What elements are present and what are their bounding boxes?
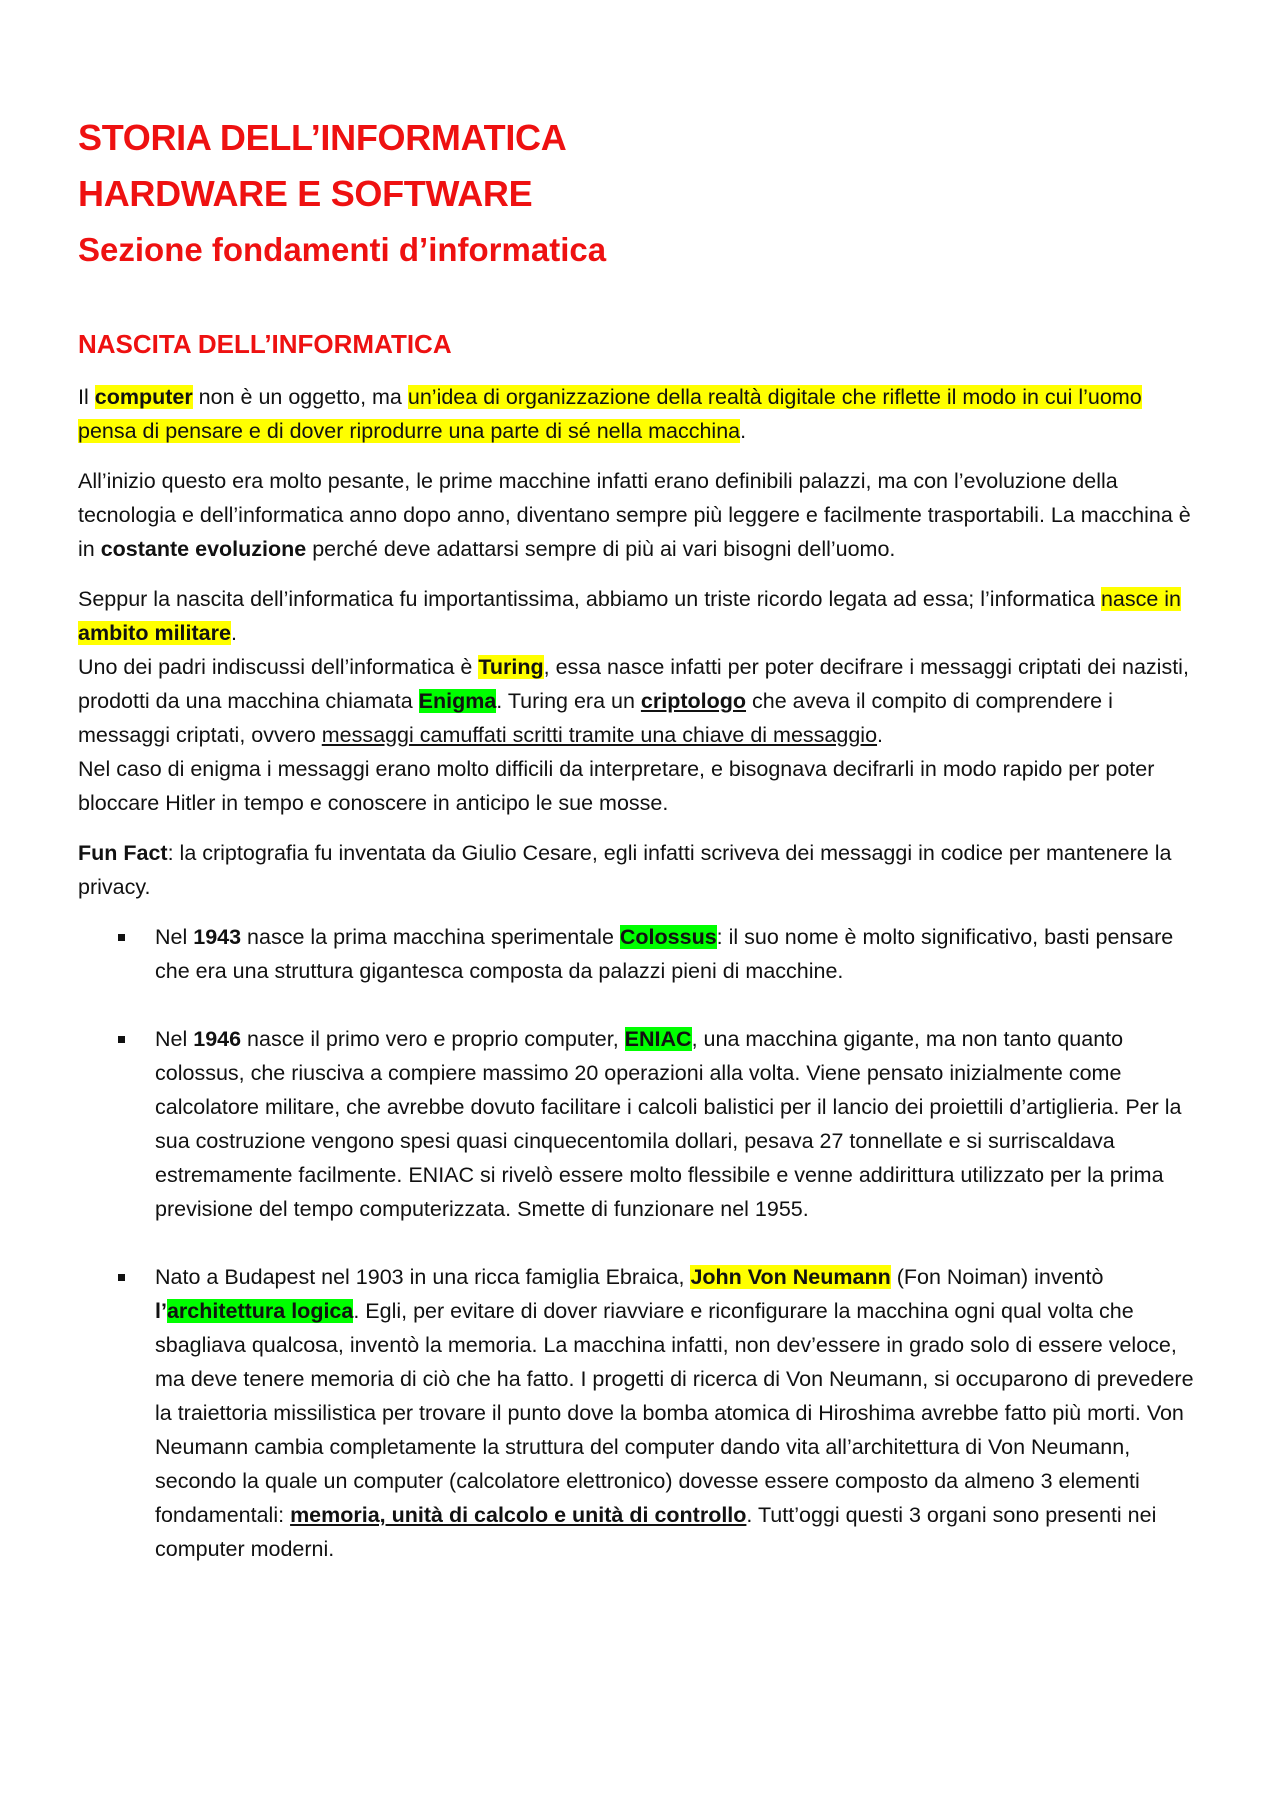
paragraph-computer-definition: Il computer non è un oggetto, ma un’idea di organizzazione della realtà digitale che riflette il modo in cui l’uomo pensa di pensare e di dover riprodurre una parte di sé nella macchina. — [78, 385, 1142, 443]
bold-constant-evolution: costante evoluzione — [100, 537, 307, 561]
highlight-von-neumann: John Von Neumann — [690, 1265, 891, 1289]
page-title-line2: HARDWARE E SOFTWARE — [78, 173, 533, 214]
highlight-definition: un’idea di organizzazione della realtà digitale che riflette il modo in cui l’uomo pensa di pensare e di dover riprodurre una parte di sé nella macchina — [78, 385, 1142, 443]
highlight-turing: Turing — [478, 655, 544, 679]
paragraph-military-origin: Seppur la nascita dell’informatica fu importantissima, abbiamo un triste ricordo legata ad essa; l’informatica nasce in ambito militare. Uno dei padri indiscussi dell’informatica è Turing, essa nasce infatti per poter decifrare i messaggi criptati dei nazisti, prodotti da una macchina chiamata Enigma. Turing era un criptologo che aveva il compito di comprendere i messaggi criptati, ovvero messaggi camuffati scritti tramite una chiave di messaggio. Nel caso di enigma i messaggi erano molto difficili da interpretare, e bisognava decifrarli in modo rapido per poter bloccare Hitler in tempo e conoscere in anticipo le sue mosse. — [78, 587, 1189, 815]
fun-fact-label: Fun Fact — [78, 841, 168, 865]
list-item-von-neumann: Nato a Budapest nel 1903 in una ricca famiglia Ebraica, John Von Neumann (Fon Noiman) inventò l’architettura logica. Egli, per evitare di dover riavviare e riconfigurare la macchina ogni qual volta che sbagliava qualcosa, inventò la memoria. La macchina infatti, non dev’essere in grado solo di essere veloce, ma deve tenere memoria di ciò che ha fatto. I progetti di ricerca di Von Neumann, si occuparono di prevedere la traiettoria missilistica per trovare il punto dove la bomba atomica di Hiroshima avrebbe fatto più morti. Von Neumann cambia completamente la struttura del computer dando vita all’architettura di Von Neumann, secondo la quale un computer (calcolatore elettronico) dovesse essere composto da almeno 3 elementi fondamentali: memoria, unità di calcolo e unità di controllo. Tutt’oggi questi 3 organi sono presenti nei computer moderni. — [155, 1260, 1200, 1566]
year-1946: 1946 — [193, 1027, 242, 1051]
highlight-nasce-in: nasce in — [1100, 587, 1182, 611]
highlight-colossus: Colossus — [619, 925, 717, 949]
list-item-colossus: Nel 1943 nasce la prima macchina sperimentale Colossus: il suo nome è molto significativo, basti pensare che era una struttura gigantesca composta da palazzi pieni di macchine. — [155, 920, 1200, 988]
highlight-architettura-logica: architettura logica — [166, 1299, 354, 1323]
paragraph-fun-fact: Fun Fact: la criptografia fu inventata da Giulio Cesare, egli infatti scriveva dei messaggi in codice per mantenere la privacy. — [78, 841, 1172, 899]
section-heading: NASCITA DELL’INFORMATICA — [78, 329, 452, 359]
bullet-square-icon — [118, 1274, 125, 1281]
list-item-eniac: Nel 1946 nasce il primo vero e proprio computer, ENIAC, una macchina gigante, ma non tanto quanto colossus, che riusciva a compiere massimo 20 operazioni alla volta. Viene pensato inizialmente come calcolatore militare, che avrebbe dovuto facilitare i calcoli balistici per il lancio dei proiettili d’artiglieria. Per la sua costruzione vengono spesi quasi cinquecentomila dollari, pesava 27 tonnellate e si surriscaldava estremamente facilmente. ENIAC si rivelò essere molto flessibile e venne addirittura utilizzato per la prima previsione del tempo computerizzata. Smette di funzionare nel 1955. — [155, 1022, 1200, 1226]
year-1943: 1943 — [193, 925, 242, 949]
page-subtitle: Sezione fondamenti d’informatica — [78, 231, 607, 268]
page-title-line1: STORIA DELL’INFORMATICA — [78, 117, 567, 158]
highlight-computer: computer — [94, 385, 193, 409]
history-bullet-list — [78, 920, 1200, 1566]
highlight-ambito-militare: ambito militare — [78, 621, 231, 645]
highlight-eniac: ENIAC — [624, 1027, 692, 1051]
bold-criptologo: criptologo — [640, 689, 747, 713]
bullet-square-icon — [118, 934, 125, 941]
underline-encrypted-messages: messaggi camuffati scritti tramite una chiave di messaggio — [321, 723, 878, 747]
paragraph-evolution: All’inizio questo era molto pesante, le prime macchine infatti erano definibili palazzi, ma con l’evoluzione della tecnologia e dell’informatica anno dopo anno, diventano sempre più leggere e facilmente trasportabili. La macchina è in costante evoluzione perché deve adattarsi sempre di più ai vari bisogni dell’uomo. — [78, 469, 1191, 561]
bold-three-elements: memoria, unità di calcolo e unità di controllo — [290, 1503, 747, 1527]
highlight-enigma: Enigma — [418, 689, 497, 713]
bullet-square-icon — [118, 1036, 125, 1043]
